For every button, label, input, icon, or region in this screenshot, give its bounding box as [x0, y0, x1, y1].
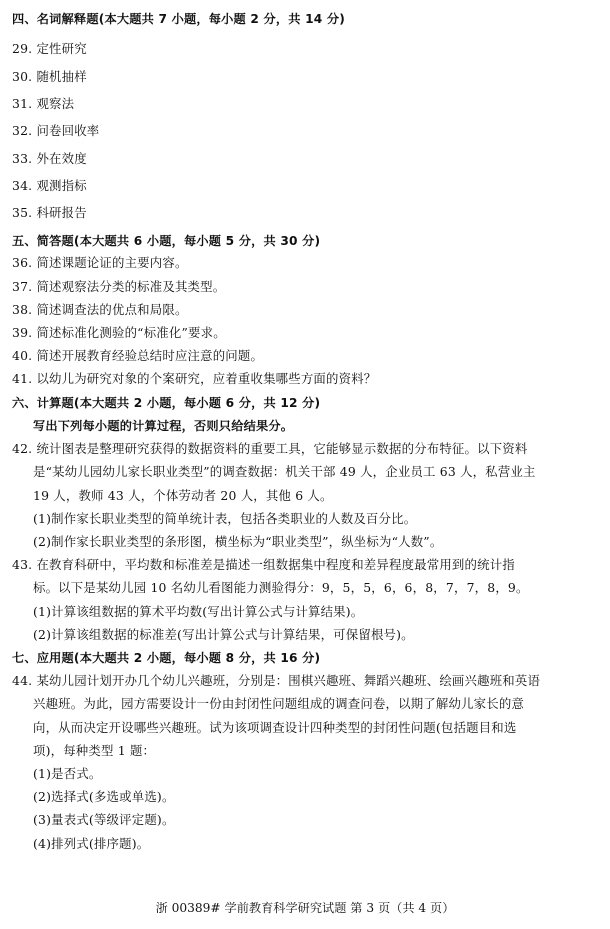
question-42-line-3: 19 人，教师 43 人，个体劳动者 20 人，其他 6 人。 [33, 488, 333, 503]
section-6-heading: 六、计算题(本大题共 2 小题，每小题 6 分，共 12 分) [12, 396, 321, 410]
question-43-line-1: 43. 在教育科研中，平均数和标准差是描述一组数据集中程度和差异程度最常用到的统计指 [12, 557, 515, 572]
section-5-heading: 五、简答题(本大题共 6 小题，每小题 5 分，共 30 分) [12, 234, 321, 248]
question-44-line-4: 项)，每种类型 1 题： [33, 743, 156, 758]
question-43-line-2: 标。以下是某幼儿园 10 名幼儿看图能力测验得分：9，5，5，6，6，8，7，7，8，9。 [33, 580, 529, 595]
question-42-line-1: 42. 统计图表是整理研究获得的数据资料的重要工具，它能够显示数据的分布特征。以下资料 [12, 441, 528, 456]
question-42-part-2: (2)制作家长职业类型的条形图，横坐标为“职业类型”，纵坐标为“人数”。 [33, 534, 443, 549]
question-43-part-1: (1)计算该组数据的算术平均数(写出计算公式与计算结果)。 [33, 604, 364, 619]
question-42-line-2: 是“某幼儿园幼儿家长职业类型”的调查数据：机关干部 49 人，企业员工 63 人，私营业主 [33, 464, 536, 479]
question-43-part-2: (2)计算该组数据的标准差(写出计算公式与计算结果，可保留根号)。 [33, 627, 414, 642]
question-44-line-1: 44. 某幼儿园计划开办几个幼儿兴趣班，分别是：围棋兴趣班、舞蹈兴趣班、绘画兴趣班和英语 [12, 673, 541, 688]
question-33: 33. 外在效度 [12, 151, 87, 166]
question-44-part-4: (4)排列式(排序题)。 [33, 836, 150, 851]
question-40: 40. 简述开展教育经验总结时应注意的问题。 [12, 348, 264, 363]
question-29: 29. 定性研究 [12, 41, 87, 56]
question-34: 34. 观测指标 [12, 178, 87, 193]
question-38: 38. 简述调查法的优点和局限。 [12, 302, 188, 317]
section-6-instruction: 写出下列每小题的计算过程，否则只给结果分。 [33, 419, 294, 433]
question-32: 32. 问卷回收率 [12, 123, 100, 138]
question-41: 41. 以幼儿为研究对象的个案研究，应着重收集哪些方面的资料？ [12, 371, 377, 386]
question-44-part-3: (3)量表式(等级评定题)。 [33, 812, 175, 827]
question-36: 36. 简述课题论证的主要内容。 [12, 255, 188, 270]
section-4-heading: 四、名词解释题(本大题共 7 小题，每小题 2 分，共 14 分) [12, 12, 346, 26]
question-44-part-1: (1)是否式。 [33, 766, 102, 781]
section-7-heading: 七、应用题(本大题共 2 小题，每小题 8 分，共 16 分) [12, 651, 321, 665]
page-footer: 浙 00389# 学前教育科学研究试题 第 3 页（共 4 页） [155, 901, 455, 915]
question-37: 37. 简述观察法分类的标准及其类型。 [12, 279, 226, 294]
question-42-part-1: (1)制作家长职业类型的简单统计表，包括各类职业的人数及百分比。 [33, 511, 417, 526]
question-44-part-2: (2)选择式(多选或单选)。 [33, 789, 175, 804]
question-35: 35. 科研报告 [12, 205, 87, 220]
question-44-line-3: 向，从而决定开设哪些兴趣班。试为该项调查设计四种类型的封闭性问题(包括题目和选 [33, 720, 517, 735]
question-39: 39. 简述标准化测验的“标准化”要求。 [12, 325, 226, 340]
question-44-line-2: 兴趣班。为此，园方需要设计一份由封闭性问题组成的调查问卷，以期了解幼儿家长的意 [33, 696, 525, 711]
question-30: 30. 随机抽样 [12, 69, 87, 84]
question-31: 31. 观察法 [12, 96, 75, 111]
